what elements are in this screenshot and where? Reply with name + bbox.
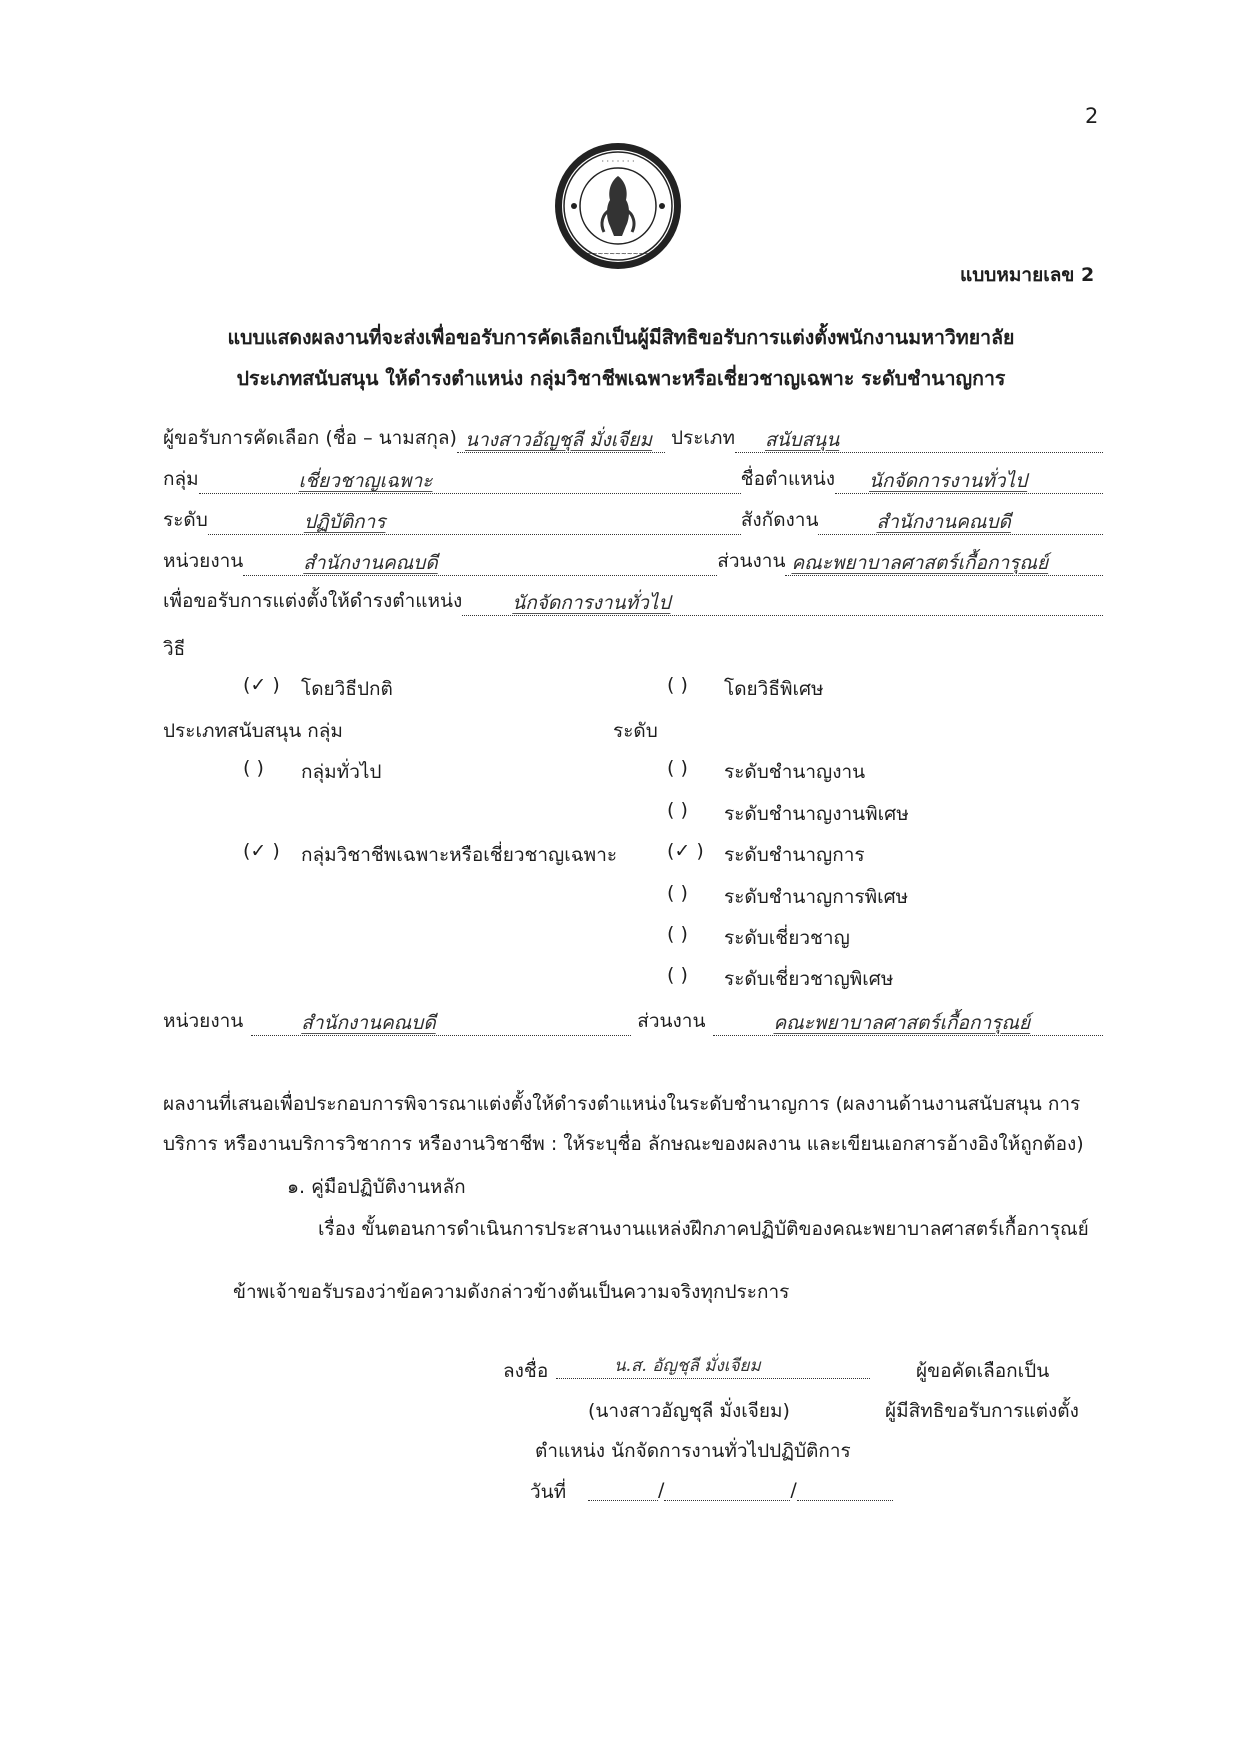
signer-position: ตำแหน่ง นักจัดการงานทั่วไปปฏิบัติการ [535, 1440, 851, 1462]
level-checkbox[interactable]: ( ) [667, 757, 688, 779]
appoint-row [163, 586, 1103, 616]
work-subject: เรื่อง ขั้นตอนการดำเนินการประสานงานแหล่งฝึกภาคปฏิบัติของคณะพยาบาลศาสตร์เกื้อการุณย์ [318, 1218, 1089, 1240]
signer-name: (นางสาวอัญชุลี มั่งเจียม) [588, 1400, 790, 1422]
group-row [163, 464, 1103, 494]
group-label: กลุ่ม [163, 468, 199, 490]
level-option-label: ระดับเชี่ยวชาญพิเศษ [724, 968, 894, 990]
method-normal-checkbox[interactable]: (✓ ) [243, 674, 280, 696]
group-value: เชี่ยวชาญเฉพาะ [199, 470, 741, 494]
position-label: ชื่อตำแหน่ง [740, 468, 836, 490]
method-special-label: โดยวิธีพิเศษ [724, 678, 824, 700]
svg-text:~~~~~~~~~~~: ~~~~~~~~~~~ [585, 250, 651, 258]
group-specialist-label: กลุ่มวิชาชีพเฉพาะหรือเชี่ยวชาญเฉพาะ [301, 844, 618, 866]
level-checkbox[interactable]: ( ) [667, 964, 688, 986]
division-value: คณะพยาบาลศาสตร์เกื้อการุณย์ [713, 1012, 1103, 1036]
date-label: วันที่ [530, 1481, 567, 1503]
signer-role-line1: ผู้ขอคัดเลือกเป็น [916, 1360, 1050, 1382]
form-number: แบบหมายเลข 2 [960, 264, 1095, 286]
page-number: 2 [1085, 104, 1099, 128]
division-label: ส่วนงาน [637, 1010, 706, 1032]
certify-statement: ข้าพเจ้าขอรับรองว่าข้อความดังกล่าวข้างต้นเป็นความจริงทุกประการ [233, 1281, 790, 1303]
level-option-label: ระดับชำนาญการ [724, 844, 865, 866]
group-specialist-checkbox[interactable]: (✓ ) [243, 840, 280, 862]
signer-role-line2: ผู้มีสิทธิขอรับการแต่งตั้ง [885, 1400, 1079, 1422]
unit-label: หน่วยงาน [163, 1010, 244, 1032]
work-paragraph: ผลงานที่เสนอเพื่อประกอบการพิจารณาแต่งตั้งให้ดำรงตำแหน่งในระดับชำนาญการ (ผลงานด้านงานสนับสนุน การบริการ หรืองานบริการวิชาการ หรืองานวิชาชีพ : ให้ระบุชื่อ ลักษณะของผลงาน และเขียนเอกสารอ้างอิงให้ถูกต้อง) [163, 1093, 1084, 1155]
unit-label: หน่วยงาน [163, 550, 244, 572]
level-value: ปฏิบัติการ [208, 511, 741, 535]
unit-value: สำนักงานคณบดี [251, 1012, 631, 1036]
appoint-value: นักจัดการงานทั่วไป [462, 592, 1103, 616]
applicant-label: ผู้ขอรับการคัดเลือก (ชื่อ – นามสกุล) [163, 427, 457, 449]
signature-line [556, 1352, 870, 1379]
level-checkbox[interactable]: ( ) [667, 799, 688, 821]
date-field[interactable]: / / [588, 1478, 893, 1501]
level-option-label: ระดับชำนาญงาน [724, 761, 866, 783]
document-title: แบบแสดงผลงานที่จะส่งเพื่อขอรับการคัดเลือกเป็นผู้มีสิทธิขอรับการแต่งตั้งพนักงานมหาวิทยาลัย [227, 326, 1015, 349]
group-general-checkbox[interactable]: ( ) [243, 757, 264, 779]
svg-text:· · · · · · ·: · · · · · · · [601, 157, 635, 166]
category-label: ประเภทสนับสนุน กลุ่ม [163, 720, 343, 742]
division-label: ส่วนงาน [717, 550, 786, 572]
affiliation-value: สำนักงานคณบดี [818, 511, 1103, 535]
level-checkbox[interactable]: ( ) [667, 923, 688, 945]
level-option-label: ระดับเชี่ยวชาญ [724, 927, 850, 949]
level-column-label: ระดับ [613, 720, 658, 742]
method-normal-label: โดยวิธีปกติ [301, 678, 393, 700]
document-subtitle: ประเภทสนับสนุน ให้ดำรงตำแหน่ง กลุ่มวิชาชีพเฉพาะหรือเชี่ยวชาญเฉพาะ ระดับชำนาญการ [236, 367, 1006, 390]
university-seal-logo [552, 140, 684, 272]
applicant-name: นางสาวอัญชุลี มั่งเจียม [457, 429, 665, 453]
division-value: คณะพยาบาลศาสตร์เกื้อการุณย์ [785, 552, 1103, 576]
unit-value: สำนักงานคณบดี [243, 552, 717, 576]
level-checkbox[interactable]: (✓ ) [667, 840, 704, 862]
level-row [163, 505, 1103, 535]
level-option-label: ระดับชำนาญการพิเศษ [724, 886, 909, 908]
level-option-label: ระดับชำนาญงานพิเศษ [724, 803, 909, 825]
sign-label: ลงชื่อ [503, 1360, 549, 1382]
position-value: นักจัดการงานทั่วไป [835, 470, 1103, 494]
group-general-label: กลุ่มทั่วไป [301, 761, 382, 783]
handwritten-signature: น.ส. อัญชุลี มั่งเจียม [614, 1356, 761, 1376]
work-item: ๑. คู่มือปฏิบัติงานหลัก [287, 1176, 466, 1198]
unit-division-row [163, 1006, 1103, 1036]
applicant-row [163, 423, 1103, 453]
type-label: ประเภท [670, 427, 735, 449]
level-checkbox[interactable]: ( ) [667, 882, 688, 904]
level-label: ระดับ [163, 509, 208, 531]
method-special-checkbox[interactable]: ( ) [667, 674, 688, 696]
type-value: สนับสนุน [735, 429, 1103, 453]
affiliation-label: สังกัดงาน [740, 509, 819, 531]
unit-row [163, 546, 1103, 576]
method-label: วิธี [163, 638, 186, 660]
appoint-label: เพื่อขอรับการแต่งตั้งให้ดำรงตำแหน่ง [163, 590, 463, 612]
